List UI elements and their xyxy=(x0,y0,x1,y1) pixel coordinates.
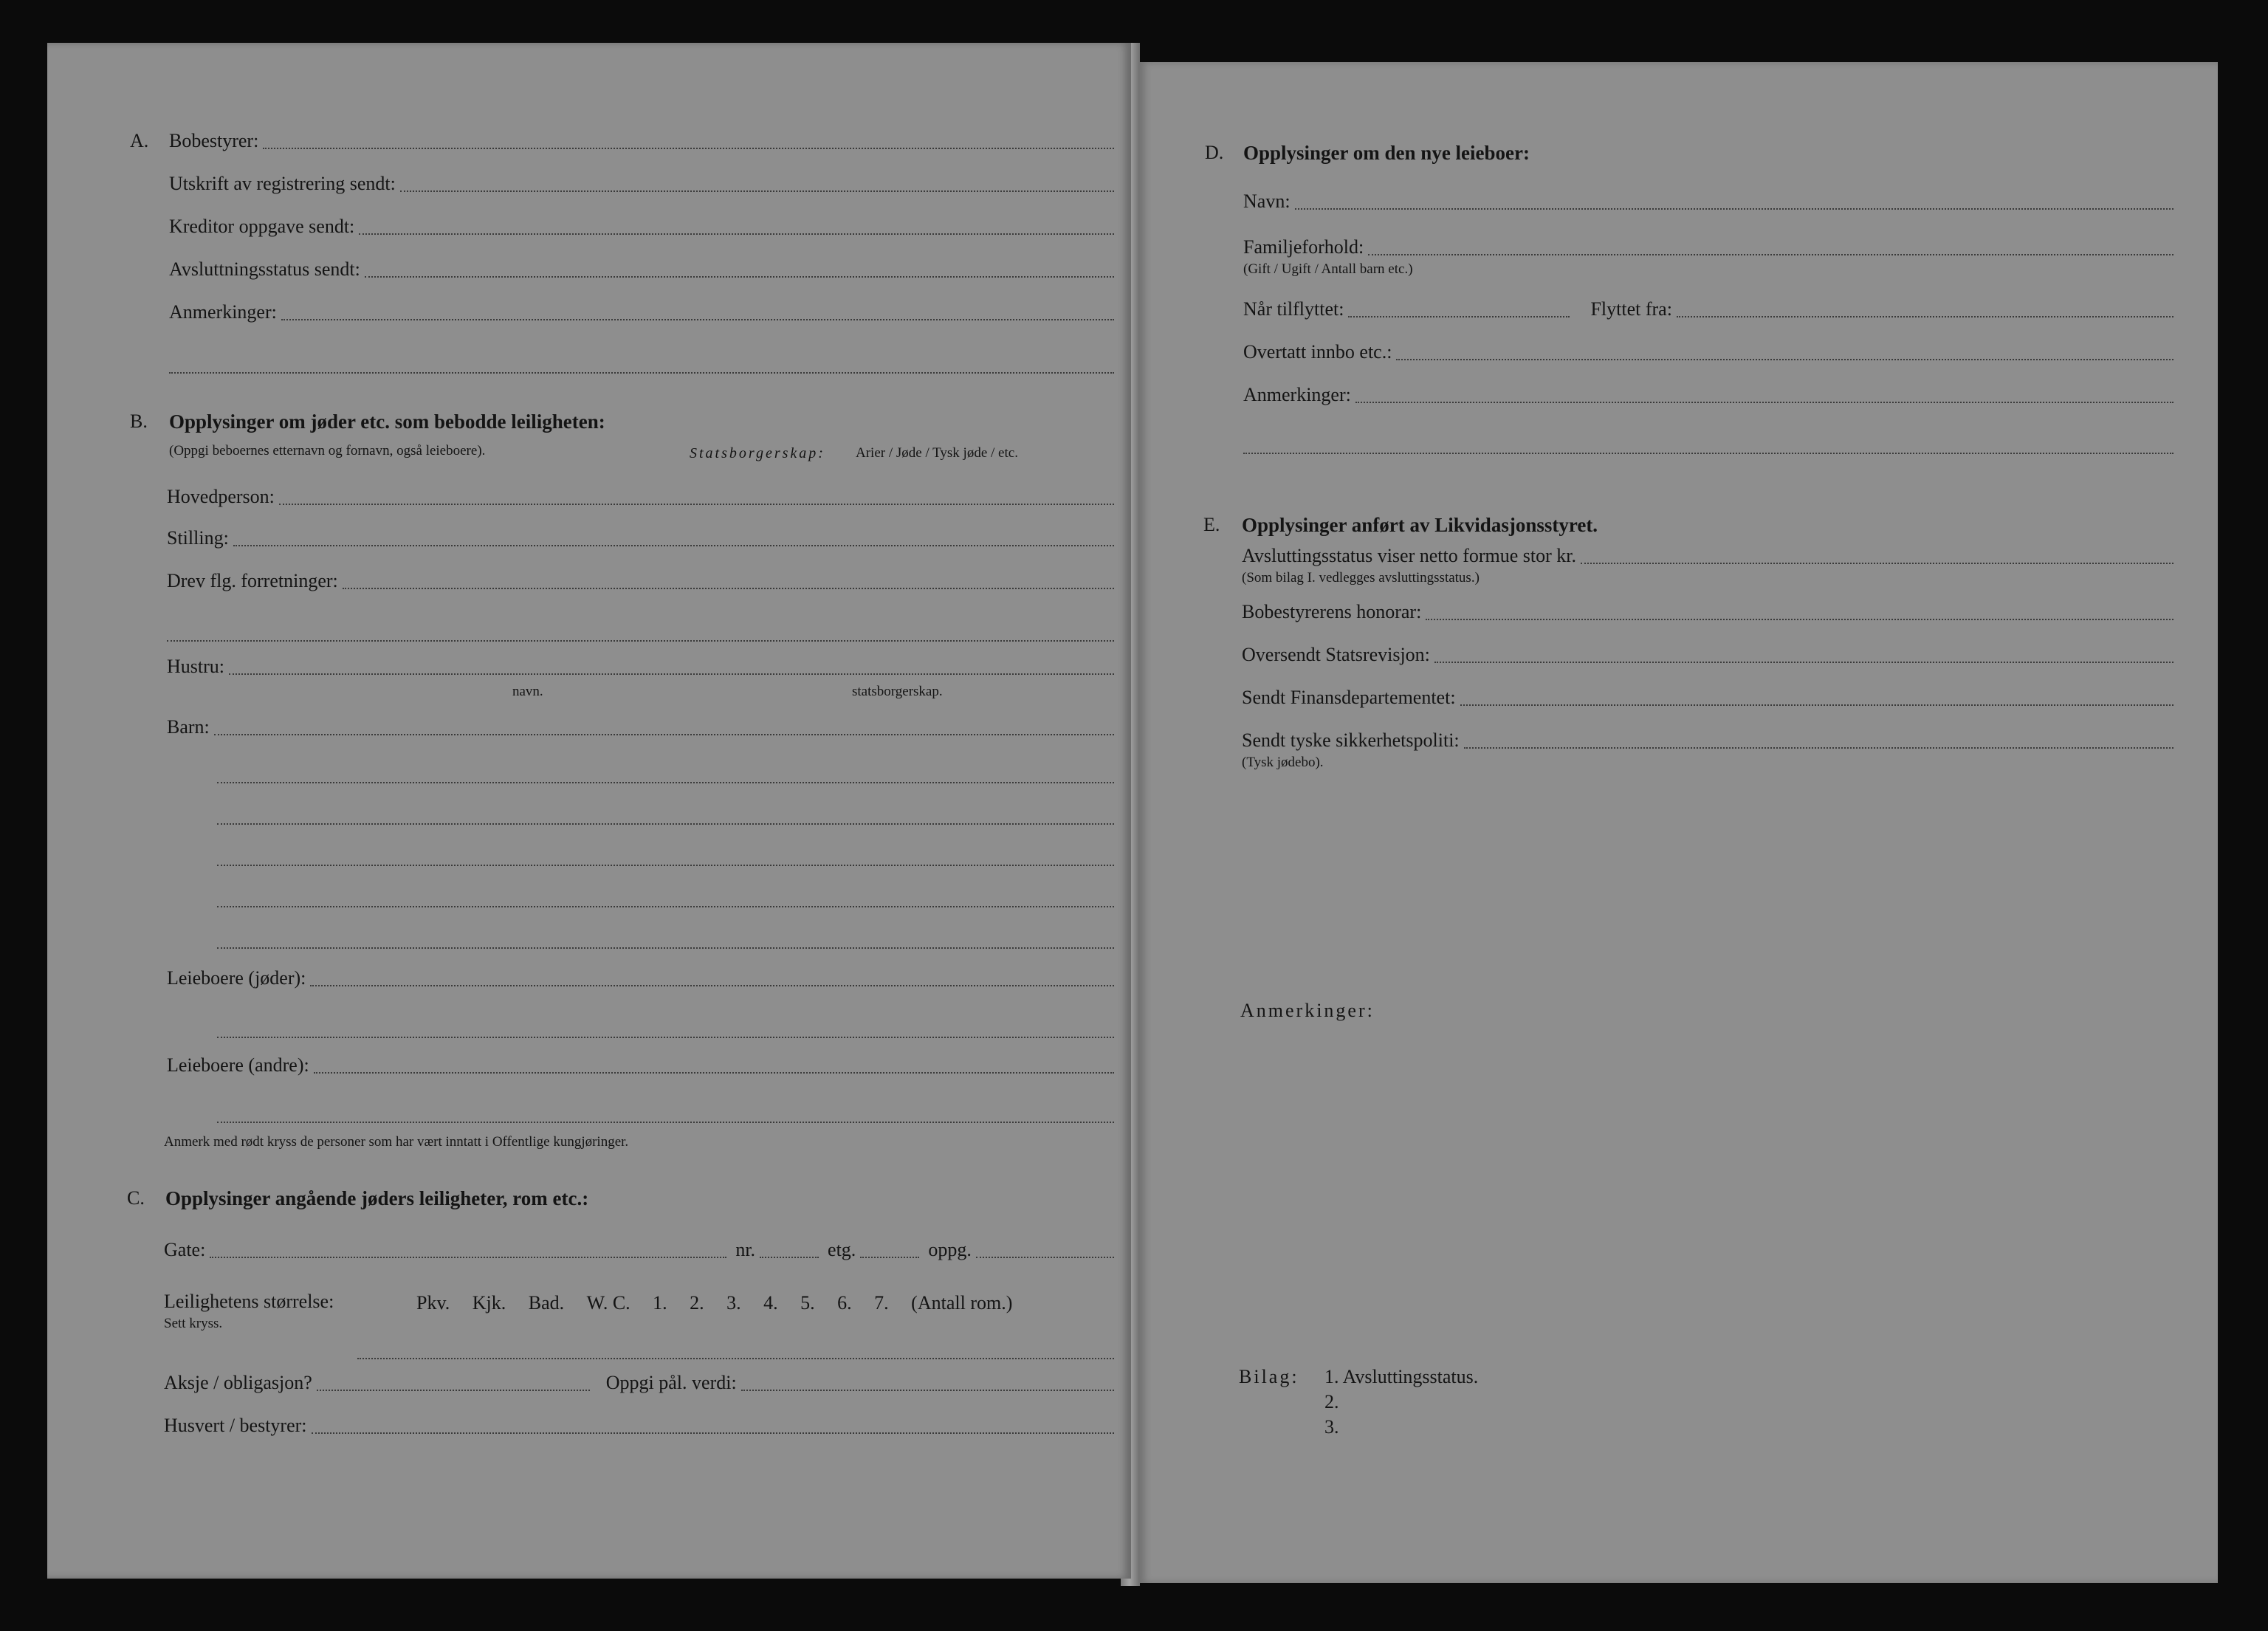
section-c-letter: C. xyxy=(127,1187,145,1209)
right-page xyxy=(1138,62,2218,1583)
field-netto-formue: Avsluttingsstatus viser netto formue stor kr. xyxy=(1242,545,2174,567)
avsluttningsstatus-note: (Som bilag I. vedlegges avsluttingsstatus.) xyxy=(1242,570,1480,586)
section-e-title: Opplysinger anført av Likvidasjonsstyret. xyxy=(1242,514,1598,536)
section-b-note: Anmerk med rødt kryss de personer som har vært inntatt i Offentlige kungjøringer. xyxy=(164,1134,629,1150)
field-honorar: Bobestyrerens honorar: xyxy=(1242,601,2174,623)
sikkerhet-note: (Tysk jødebo). xyxy=(1242,755,1324,770)
blank-line xyxy=(167,639,1114,642)
room-number: 6. xyxy=(837,1292,852,1314)
section-b-title: Opplysinger om jøder etc. som bebodde leiligheten: xyxy=(169,411,605,433)
room-type-pkv: Pkv. xyxy=(416,1292,450,1314)
statsborgerskap-options: Arier / Jøde / Tysk jøde / etc. xyxy=(856,445,1018,461)
field-barn: Barn: xyxy=(167,716,1114,738)
field-kreditor: Kreditor oppgave sendt: xyxy=(169,216,1114,238)
blank-line xyxy=(217,823,1114,825)
field-stilling: Stilling: xyxy=(167,527,1114,549)
room-number: 2. xyxy=(690,1292,704,1314)
bilag-item-3: 3. xyxy=(1324,1416,1339,1438)
field-gate: Gate: nr. etg. oppg. xyxy=(164,1239,1114,1261)
room-options xyxy=(416,1292,1012,1314)
blank-line xyxy=(1243,452,2174,454)
field-drev: Drev flg. forretninger: xyxy=(167,570,1114,592)
familjeforhold-note: (Gift / Ugift / Antall barn etc.) xyxy=(1243,261,1413,277)
field-leieboere-andre: Leieboere (andre): xyxy=(167,1054,1114,1077)
statsborgerskap-label: Statsborgerskap: xyxy=(690,445,825,461)
blank-line xyxy=(217,1121,1114,1123)
field-familjeforhold: Familjeforhold: xyxy=(1243,236,2174,258)
field-husvert: Husvert / bestyrer: xyxy=(164,1415,1114,1437)
room-number: 4. xyxy=(763,1292,778,1314)
blank-line xyxy=(217,781,1114,783)
field-utskrift: Utskrift av registrering sendt: xyxy=(169,173,1114,195)
field-tilflyttet: Når tilflyttet: Flyttet fra: xyxy=(1243,298,2174,320)
bilag-item-1: 1. Avsluttingsstatus. xyxy=(1324,1366,1479,1387)
blank-line xyxy=(169,371,1114,374)
field-hustru: Hustru: xyxy=(167,656,1114,678)
field-finansdepartementet: Sendt Finansdepartementet: xyxy=(1242,687,2174,709)
field-anmerkinger-a: Anmerkinger: xyxy=(169,301,1114,323)
blank-line xyxy=(357,1357,1114,1359)
field-aksje: Aksje / obligasjon? Oppgi pål. verdi: xyxy=(164,1372,1114,1394)
field-overtatt: Overtatt innbo etc.: xyxy=(1243,341,2174,363)
section-d-letter: D. xyxy=(1205,142,1224,163)
room-number: 7. xyxy=(874,1292,889,1314)
section-e-letter: E. xyxy=(1203,514,1220,535)
left-page xyxy=(47,43,1131,1579)
section-b-subtitle: (Oppgi beboernes etternavn og fornavn, også leieboere). xyxy=(169,443,486,459)
blank-line xyxy=(217,905,1114,907)
room-type-bad: Bad. xyxy=(528,1292,565,1314)
blank-line xyxy=(217,947,1114,949)
field-bobestyrer: Bobestyrer: xyxy=(169,130,1114,152)
field-avsluttningsstatus: Avsluttningsstatus sendt: xyxy=(169,258,1114,281)
field-sikkerhetspoliti: Sendt tyske sikkerhetspoliti: xyxy=(1242,729,2174,752)
anmerkinger-e-label: Anmerkinger: xyxy=(1240,1000,1375,1021)
antall-rom: (Antall rom.) xyxy=(911,1292,1013,1314)
room-type-kjk: Kjk. xyxy=(472,1292,506,1314)
field-navn: Navn: xyxy=(1243,190,2174,213)
bilag-label: Bilag: xyxy=(1239,1366,1299,1387)
blank-line xyxy=(217,864,1114,866)
statsborgerskap-caption: statsborgerskap. xyxy=(852,684,943,699)
section-a-letter: A. xyxy=(130,130,149,151)
section-c-title: Opplysinger angående jøders leiligheter, rom etc.: xyxy=(165,1187,589,1209)
field-anmerkinger-d: Anmerkinger: xyxy=(1243,384,2174,406)
room-number: 5. xyxy=(800,1292,815,1314)
navn-caption: navn. xyxy=(512,684,543,699)
room-number: 1. xyxy=(653,1292,667,1314)
field-leieboere-joder: Leieboere (jøder): xyxy=(167,967,1114,989)
section-d-title: Opplysinger om den nye leieboer: xyxy=(1243,142,1530,164)
room-type-wc: W. C. xyxy=(586,1292,630,1314)
sett-kryss: Sett kryss. xyxy=(164,1316,223,1331)
bilag-item-2: 2. xyxy=(1324,1391,1339,1412)
blank-line xyxy=(217,1036,1114,1038)
room-number: 3. xyxy=(726,1292,741,1314)
storrelse-label: Leilighetens størrelse: xyxy=(164,1291,334,1312)
field-hovedperson: Hovedperson: xyxy=(167,486,1114,508)
section-b-letter: B. xyxy=(130,411,148,432)
field-statsrevisjon: Oversendt Statsrevisjon: xyxy=(1242,644,2174,666)
